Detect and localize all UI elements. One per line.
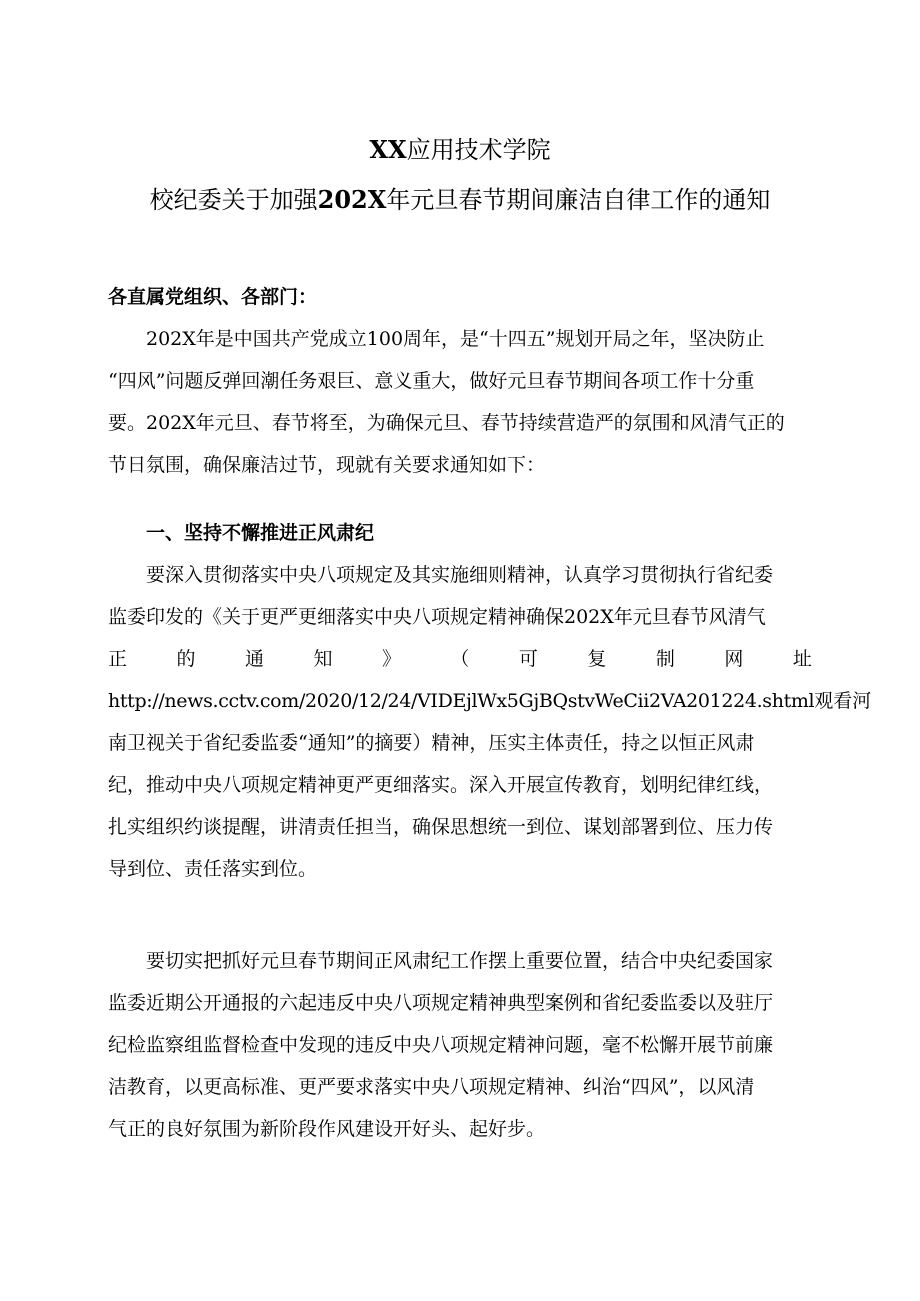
- spread-char: 制: [655, 648, 675, 670]
- spread-char: 复: [587, 648, 607, 670]
- title-institution-code: XX: [369, 135, 407, 164]
- paragraph-line: 监委印发的《关于更严更细落实中央八项规定精神确保202X年元旦春节风清气: [108, 606, 766, 628]
- paragraph-intro: [108, 318, 812, 486]
- paragraph-line-url: [108, 680, 872, 722]
- spread-char: （: [450, 648, 470, 670]
- paragraph-intro-line: 202X年是中国共产党成立100周年，是“十四五”规划开局之年，坚决防止: [146, 328, 765, 350]
- spread-char: 》: [381, 648, 401, 670]
- paragraph-line: 导到位、责任落实到位。: [108, 858, 318, 880]
- document-title-notice: [0, 185, 920, 215]
- document-title-institution: [0, 135, 920, 165]
- paragraph-line: 气正的良好氛围为新阶段作风建设开好头、起好步。: [108, 1118, 546, 1140]
- section-heading-1: 一、坚持不懈推进正风肃纪: [146, 522, 375, 544]
- paragraph-line: 监委近期公开通报的六起违反中央八项规定精神典型案例和省纪委监委以及驻厅: [108, 992, 774, 1014]
- paragraph-line: 纪检监察组监督检查中发现的违反中央八项规定精神问题，毫不松懈开展节前廉: [108, 1034, 774, 1056]
- title-notice-year: 202X: [317, 185, 387, 214]
- spread-char: 可: [518, 648, 538, 670]
- paragraph-intro-line: 要。202X年元旦、春节将至，为确保元旦、春节持续营造严的氛围和风清气正的: [108, 412, 785, 434]
- salutation: 各直属党组织、各部门：: [108, 286, 318, 308]
- title-notice-part1: 校纪委关于加强: [149, 186, 318, 214]
- paragraph-line: 纪，推动中央八项规定精神更严更细落实。深入开展宣传教育，划明纪律红线，: [108, 774, 774, 796]
- title-notice-part2: 年元旦春节期间廉洁自律工作的通知: [386, 186, 771, 214]
- paragraph-line-spread: [108, 638, 812, 680]
- spread-char: 址: [792, 648, 812, 670]
- paragraph-line: 南卫视关于省纪委监委“通知”的摘要）精神，压实主体责任，持之以恒正风肃: [108, 732, 755, 754]
- spread-char: 通: [244, 648, 264, 670]
- paragraph-intro-line: “四风”问题反弹回潮任务艰巨、意义重大，做好元旦春节期间各项工作十分重: [108, 370, 755, 392]
- paragraph-section1-a: [108, 554, 872, 890]
- spread-char: 网: [724, 648, 744, 670]
- paragraph-intro-line: 节日氛围，确保廉洁过节，现就有关要求通知如下：: [108, 454, 546, 476]
- paragraph-line: 要深入贯彻落实中央八项规定及其实施细则精神，认真学习贯彻执行省纪委: [146, 564, 774, 586]
- paragraph-section1-b: [108, 940, 812, 1150]
- url-suffix-text: 观看河: [814, 690, 872, 712]
- paragraph-line: 扎实组织约谈提醒，讲清责任担当，确保思想统一到位、谋划部署到位、压力传: [108, 816, 774, 838]
- paragraph-line: 要切实把抓好元旦春节期间正风肃纪工作摆上重要位置，结合中央纪委国家: [146, 950, 774, 972]
- spread-char: 的: [176, 648, 196, 670]
- news-url-link[interactable]: http://news.cctv.com/2020/12/24/VIDEjlWx5GjBQstvWeCii2VA201224.shtml: [108, 690, 815, 712]
- paragraph-line: 洁教育，以更高标准、更严要求落实中央八项规定精神、纠治“四风”，以风清: [108, 1076, 755, 1098]
- spread-char: 正: [108, 648, 128, 670]
- spread-char: 知: [313, 648, 333, 670]
- title-institution-name: 应用技术学院: [406, 136, 551, 164]
